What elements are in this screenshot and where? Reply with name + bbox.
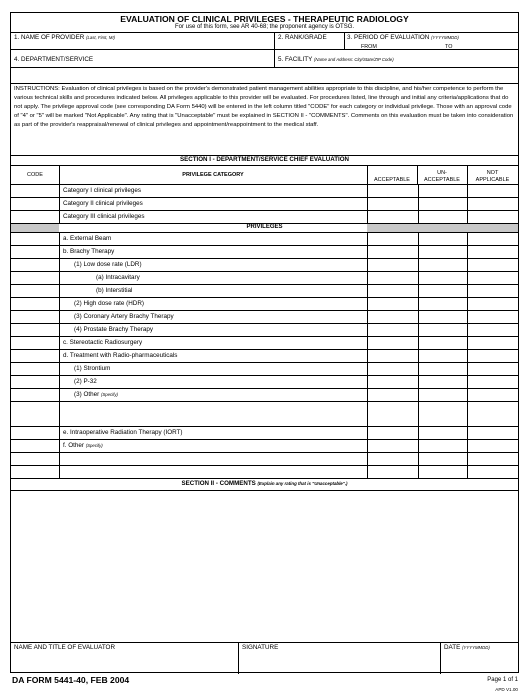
col-category-header: PRIVILEGE CATEGORY: [182, 172, 244, 178]
rating-cell[interactable]: [467, 198, 468, 210]
rating-cell[interactable]: [367, 427, 419, 439]
col-unacceptable-header: UN- ACCEPTABLE: [424, 170, 460, 183]
facility-field[interactable]: [278, 56, 394, 63]
category-row[interactable]: [11, 184, 518, 197]
rating-cell[interactable]: [367, 337, 419, 349]
rating-cell[interactable]: [467, 402, 468, 426]
privilege-label: (2) High dose rate (HDR): [74, 300, 144, 307]
rating-cell[interactable]: [367, 272, 419, 284]
rank-grade-field[interactable]: [278, 34, 327, 41]
rating-cell[interactable]: [367, 198, 419, 210]
version-label: APD V1.00: [495, 687, 518, 692]
provider-name-label: 1. NAME OF PROVIDER: [14, 34, 85, 41]
period-to-label: TO: [445, 44, 453, 50]
privilege-label: (1) Strontium: [74, 365, 111, 372]
instructions-text: INSTRUCTIONS: Evaluation of clinical privileges is based on the provider's demonstrated patient management abilities appropriate to this discipline, and his/her competence to perform the various technical skills and procedures indicated below. All privileges applicable to this provider will be evaluated. For procedures listed, line through and initial any criteria/applications that do not apply. The privilege approval code (see corresponding DA Form 5440) will be entered in the left column titled "CODE" for each category or individual privilege. Those with an approval code of "4" or "5" will be marked "Not Applicable". Any rating that is "Unacceptable" must be explained in SECTION II - "COMMENTS". Comments on this evaluation must be taken into consideration as part of the provider's reappraisal/renewal of clinical privileges and appointment/reappointment to the medical staff.: [14, 86, 514, 128]
privilege-row[interactable]: [11, 452, 518, 465]
code-cell[interactable]: [11, 259, 60, 271]
privilege-row[interactable]: [11, 375, 518, 388]
rating-cell[interactable]: [467, 211, 468, 223]
code-cell[interactable]: [11, 272, 60, 284]
rating-cell[interactable]: [367, 350, 419, 362]
da-form-5441-40: [10, 12, 519, 673]
privilege-label: (a) Intracavitary: [96, 274, 140, 281]
category-label: Category I clinical privileges: [63, 187, 142, 194]
code-cell[interactable]: [11, 285, 60, 297]
divider: [11, 67, 518, 68]
rating-cell[interactable]: [367, 259, 419, 271]
privilege-row[interactable]: [11, 465, 518, 478]
rating-cell[interactable]: [367, 376, 419, 388]
code-cell[interactable]: [11, 337, 60, 349]
date-label: DATE: [444, 644, 461, 651]
code-cell[interactable]: [11, 453, 60, 465]
divider: [11, 83, 518, 84]
privilege-row[interactable]: [11, 349, 518, 362]
rating-cell[interactable]: [367, 402, 419, 426]
code-cell[interactable]: [11, 246, 60, 258]
code-cell[interactable]: [11, 185, 60, 197]
privilege-row[interactable]: [11, 439, 518, 452]
date-field[interactable]: [444, 644, 490, 651]
rating-cell[interactable]: [467, 324, 468, 336]
section-1-title: SECTION I - DEPARTMENT/SERVICE CHIEF EVALUATION: [179, 156, 350, 163]
signature-field[interactable]: [242, 644, 278, 651]
code-cell[interactable]: [11, 198, 60, 210]
rating-cell[interactable]: [367, 389, 419, 401]
period-hint: (YYYYMMDD): [431, 35, 459, 40]
code-cell[interactable]: [11, 389, 60, 401]
period-field[interactable]: [347, 34, 459, 41]
evaluator-label: NAME AND TITLE OF EVALUATOR: [14, 644, 116, 651]
rating-cell[interactable]: [467, 440, 468, 452]
rating-cell[interactable]: [467, 466, 468, 478]
privilege-row[interactable]: [11, 362, 518, 375]
rating-cell[interactable]: [467, 233, 468, 245]
provider-name-hint: (Last, First, MI): [86, 35, 115, 40]
code-cell[interactable]: [11, 363, 60, 375]
code-cell[interactable]: [11, 427, 60, 439]
privilege-label: c. Stereotactic Radiosurgery: [63, 339, 143, 346]
privilege-label: (4) Prostate Brachy Therapy: [74, 326, 153, 333]
department-label: 4. DEPARTMENT/SERVICE: [14, 56, 94, 63]
divider: [440, 642, 441, 674]
rating-cell[interactable]: [367, 185, 419, 197]
rating-cell[interactable]: [367, 233, 419, 245]
rating-cell[interactable]: [367, 246, 419, 258]
form-title: EVALUATION OF CLINICAL PRIVILEGES - THERAPEUTIC RADIOLOGY: [120, 14, 409, 24]
date-hint: (YYYYMMDD): [462, 645, 490, 650]
privilege-label: (3) Other (Specify): [74, 391, 118, 398]
divider: [11, 165, 518, 166]
privilege-row[interactable]: [11, 258, 518, 271]
rating-cell[interactable]: [367, 285, 419, 297]
rating-cell[interactable]: [467, 453, 468, 465]
divider: [11, 49, 518, 50]
privilege-label: (b) Interstitial: [96, 287, 133, 294]
comments-area[interactable]: [13, 492, 516, 642]
privileges-header-row: [11, 223, 518, 232]
privilege-row[interactable]: [11, 388, 518, 401]
page-number: Page 1 of 1: [487, 677, 518, 683]
rating-cell[interactable]: [367, 298, 419, 310]
period-label: 3. PERIOD OF EVALUATION: [347, 34, 430, 41]
divider: [11, 490, 518, 491]
code-cell[interactable]: [11, 466, 60, 478]
privilege-label: d. Treatment with Radio-pharmaceuticals: [63, 352, 178, 359]
facility-hint: (Name and Address: City/State/ZIP Code): [313, 57, 394, 62]
rating-cell[interactable]: [467, 376, 468, 388]
signature-label: SIGNATURE: [242, 644, 279, 651]
privilege-row[interactable]: [11, 310, 518, 323]
category-label: Category II clinical privileges: [63, 200, 143, 207]
privileges-header: PRIVILEGES: [246, 224, 283, 230]
divider: [238, 642, 239, 674]
privilege-row[interactable]: [11, 271, 518, 284]
code-cell[interactable]: [11, 324, 60, 336]
code-cell[interactable]: [11, 311, 60, 323]
rating-cell[interactable]: [367, 466, 419, 478]
rating-cell[interactable]: [467, 350, 468, 362]
code-cell[interactable]: [11, 402, 60, 426]
rating-cell[interactable]: [467, 259, 468, 271]
evaluator-field[interactable]: [14, 644, 115, 651]
rating-cell[interactable]: [467, 311, 468, 323]
privilege-label: (1) Low dose rate (LDR): [74, 261, 142, 268]
period-from-label: FROM: [361, 44, 377, 50]
rating-cell[interactable]: [467, 389, 468, 401]
privilege-row[interactable]: [11, 232, 518, 245]
category-label: Category III clinical privileges: [63, 213, 145, 220]
rating-cell[interactable]: [367, 453, 419, 465]
col-na-header: NOT APPLICABLE: [475, 170, 510, 183]
privilege-row[interactable]: [11, 336, 518, 349]
privilege-label: b. Brachy Therapy: [63, 248, 115, 255]
rating-cell[interactable]: [467, 427, 468, 439]
rating-cell[interactable]: [367, 440, 419, 452]
privilege-label: a. External Beam: [63, 235, 112, 242]
privilege-label: (2) P-32: [74, 378, 97, 385]
rating-cell[interactable]: [467, 185, 468, 197]
privilege-row[interactable]: [11, 401, 518, 426]
col-acceptable-header: ACCEPTABLE: [374, 177, 410, 183]
privilege-row[interactable]: [11, 245, 518, 258]
code-cell[interactable]: [11, 233, 60, 245]
section-2-title: SECTION II - COMMENTS (Explain any rating that is "Unacceptable".): [181, 480, 348, 487]
rating-cell[interactable]: [467, 337, 468, 349]
code-cell[interactable]: [11, 440, 60, 452]
privilege-row[interactable]: [11, 426, 518, 439]
privilege-label: (3) Coronary Artery Brachy Therapy: [74, 313, 174, 320]
code-cell[interactable]: [11, 211, 60, 223]
privilege-row[interactable]: [11, 297, 518, 310]
rating-cell[interactable]: [367, 324, 419, 336]
rating-cell[interactable]: [467, 272, 468, 284]
code-cell[interactable]: [11, 350, 60, 362]
rating-cell[interactable]: [467, 298, 468, 310]
category-row[interactable]: [11, 210, 518, 223]
rank-grade-label: 2. RANK/GRADE: [278, 34, 327, 41]
divider: [344, 32, 345, 49]
form-subtitle: For use of this form, see AR 40-68; the proponent agency is OTSG.: [174, 24, 355, 30]
rating-cell[interactable]: [367, 211, 419, 223]
divider: [11, 642, 518, 643]
form-number: DA FORM 5441-40, FEB 2004: [12, 675, 130, 685]
divider: [11, 32, 518, 33]
divider: [11, 478, 518, 479]
department-field[interactable]: [14, 56, 93, 63]
code-cell[interactable]: [11, 298, 60, 310]
col-code-header: CODE: [27, 172, 43, 178]
rating-cell[interactable]: [467, 285, 468, 297]
rating-cell[interactable]: [467, 363, 468, 375]
privilege-row[interactable]: [11, 284, 518, 297]
privilege-label: e. Intraoperative Radiation Therapy (IORT): [63, 429, 183, 436]
privilege-label: f. Other (Specify): [63, 442, 103, 449]
section-2-hint: (Explain any rating that is "Unacceptable".): [257, 481, 348, 486]
rating-cell[interactable]: [367, 311, 419, 323]
category-row[interactable]: [11, 197, 518, 210]
rating-cell[interactable]: [367, 363, 419, 375]
privilege-row[interactable]: [11, 323, 518, 336]
code-cell[interactable]: [11, 376, 60, 388]
facility-label: 5. FACILITY: [278, 56, 313, 63]
provider-name-field[interactable]: [14, 34, 115, 41]
rating-cell[interactable]: [467, 246, 468, 258]
